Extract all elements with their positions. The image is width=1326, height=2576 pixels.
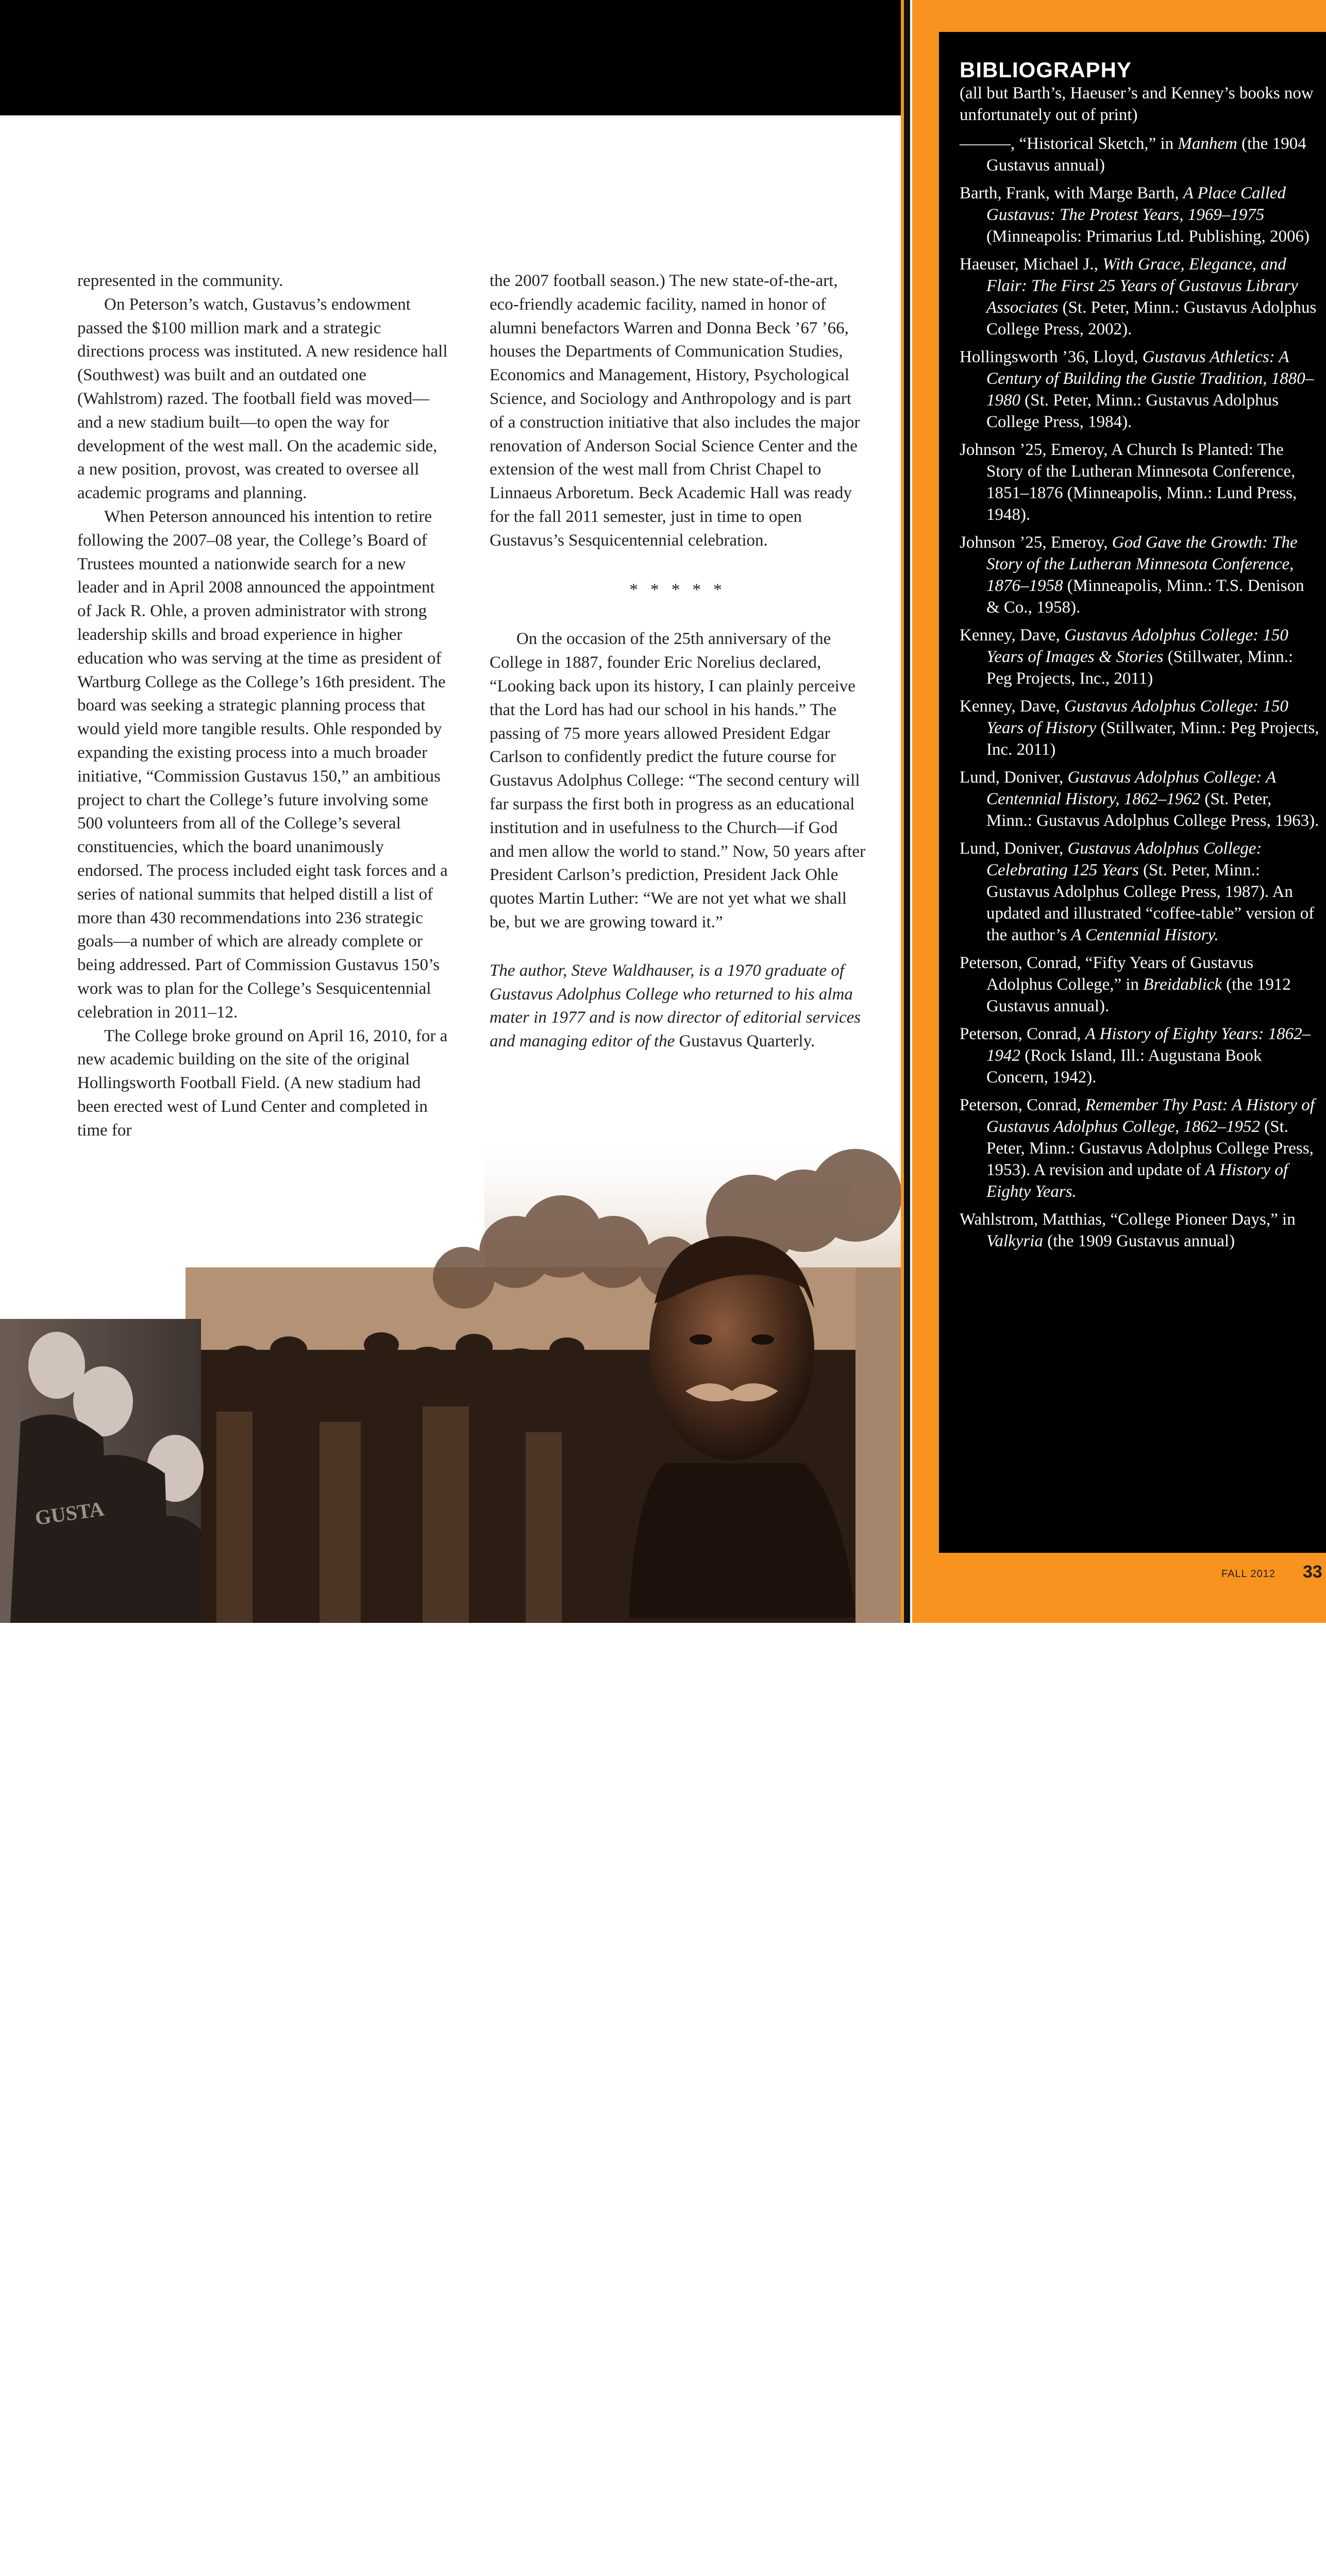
entry-title: With Grace, Elegance, and Flair: The First 25 Years of Gustavus Library Associates	[986, 255, 1298, 317]
bibliography-entry	[960, 696, 1326, 760]
entry-author: ———, “Historical Sketch,” in	[960, 134, 1174, 153]
entry-title-secondary: A History of Eighty Years.	[986, 1161, 1288, 1201]
paragraph: On the occasion of the 25th anniversary of the College in 1887, founder Eric Norelius declared, “Looking back upon its history, I can plainly perceive that the Lord has had our school in his hands.” The passing of 75 more years allowed President Edgar Carlson to confidently predict the future course for Gustavus Adolphus College: “The second century will far surpass the first both in progress as an educational institution and in usefulness to the Church—if God and men allow the world to stand.” Now, 50 years after President Carlson’s prediction, President Jack Ohle quotes Martin Luther: “We are not yet what we shall be, but we are growing toward it.”	[490, 630, 866, 931]
bibliography-entry	[960, 182, 1326, 247]
publication-name: Gustavus Quarterly.	[679, 1032, 815, 1051]
entry-details: (St. Peter, Minn.: Gustavus Adolphus College Press, 1953). A revision and update of	[986, 1117, 1314, 1179]
section-separator: * * * * *	[629, 580, 726, 599]
entry-details: (St. Peter, Minn.: Gustavus Adolphus College Press, 1984).	[986, 391, 1279, 431]
svg-text:GUSTA: GUSTA	[33, 1497, 106, 1530]
issue-label: FALL 2012	[1221, 1568, 1276, 1580]
entry-title: Gustavus Adolphus College: 150 Years of Images & Stories	[986, 626, 1288, 666]
entry-title: Breidablick	[1143, 975, 1222, 994]
text-column-left	[77, 269, 448, 1142]
page-number: 33	[1303, 1562, 1322, 1582]
entry-title: A History of Eighty Years: 1862–1942	[986, 1025, 1311, 1065]
entry-author: Wahlstrom, Matthias, “College Pioneer Days,” in	[960, 1210, 1296, 1229]
paragraph: When Peterson announced his intention to retire following the 2007–08 year, the College’s Board of Trustees mounted a nationwide search for a new leader and in April 2008 announced the appointment of Jack R. Ohle, a proven administrator with strong leadership skills and broad experience in higher education who was serving at the time as president of Wartburg College as the College’s 16th president. The board was seeking a strategic planning process that would yield more tangible results. Ohle responded by expanding the existing process into a much broader initiative, “Commission Gustavus 150,” an ambitious project to chart the College’s future involving some 500 volunteers from all of the College’s several constituencies, which the board unanimously endorsed. The process included eight task forces and a series of national summits that helped distill a list of more than 430 recommendations into 236 strategic goals—a number of which are already complete or being addressed. Part of Commission Gustavus 150’s work was to plan for the College’s Sesquicentennial celebration in 2011–12.	[77, 507, 448, 1022]
entry-title: Remember Thy Past: A History of Gustavus Adolphus College, 1862–1952	[986, 1096, 1315, 1136]
bibliography-entry	[960, 253, 1326, 340]
entry-author: Haeuser, Michael J.,	[960, 255, 1098, 274]
entry-author: Kenney, Dave,	[960, 697, 1060, 716]
paragraph: represented in the community.	[77, 272, 283, 290]
entry-title: Valkyria	[986, 1232, 1043, 1250]
bibliography-entry	[960, 1023, 1326, 1088]
entry-title: God Gave the Growth: The Story of the Lutheran Minnesota Conference, 1876–1958	[986, 533, 1298, 595]
bibliography-subtitle: (all but Barth’s, Haeuser’s and Kenney’s books now unfortunately out of print)	[960, 84, 1314, 124]
entry-author: Peterson, Conrad,	[960, 1025, 1081, 1043]
entry-title: A Place Called Gustavus: The Protest Years, 1969–1975	[986, 184, 1286, 224]
author-note-text: The author, Steve Waldhauser, is a 1970 graduate of Gustavus Adolphus College who returned to his alma mater in 1977 and is now director of editorial services and managing editor of the	[490, 961, 861, 1051]
entry-author: Johnson ’25, Emeroy, A Church Is Planted: The Story of the Lutheran Minnesota Conference, 1851–1876 (Minneapolis, Minn.: Lund Press, 1948).	[960, 440, 1297, 524]
paragraph: On Peterson’s watch, Gustavus’s endowment passed the $100 million mark and a strategic directions process was instituted. A new residence hall (Southwest) was built and an outdated one (Wahlstrom) razed. The football field was moved—and a new stadium built—to open the way for development of the west mall. On the academic side, a new position, provost, was created to oversee all academic programs and planning.	[77, 295, 448, 503]
graduation-photo-illustration	[0, 1133, 901, 1623]
entry-title: Gustavus Adolphus College: 150 Years of History	[986, 697, 1288, 737]
entry-details: (Stillwater, Minn.: Peg Projects, Inc., 2011)	[986, 648, 1294, 688]
paragraph: The College broke ground on April 16, 2010, for a new academic building on the site of the original Hollingsworth Football Field. (A new stadium had been erected west of Lund Center and completed in time for	[77, 1026, 448, 1140]
entry-details: (St. Peter, Minn.: Gustavus Adolphus College Press, 2002).	[986, 298, 1317, 338]
entry-title: Gustavus Adolphus College: Celebrating 125 Years	[986, 839, 1262, 879]
entry-details: (the 1909 Gustavus annual)	[1047, 1232, 1235, 1250]
bibliography-entry	[960, 767, 1326, 832]
author-note	[490, 959, 866, 1054]
entry-author: Kenney, Dave,	[960, 626, 1060, 645]
top-black-band	[0, 0, 901, 115]
graduation-photo	[0, 1133, 901, 1623]
entry-author: Peterson, Conrad, “Fifty Years of Gustavus Adolphus College,” in	[960, 954, 1254, 994]
paragraph: the 2007 football season.) The new state-of-the-art, eco-friendly academic facility, named in honor of alumni benefactors Warren and Donna Beck ’67 ’66, houses the Departments of Communication Studies, Economics and Management, History, Psychological Science, and Sociology and Anthropology and is part of a construction initiative that also includes the major renovation of Anderson Social Science Center and the extension of the west mall from Christ Chapel to Linnaeus Arboretum. Beck Academic Hall was ready for the fall 2011 semester, just in time to open Gustavus’s Sesquicentennial celebration.	[490, 272, 860, 550]
bibliography-entry	[960, 1209, 1326, 1252]
bibliography-sidebar	[939, 32, 1326, 1553]
entry-title: Gustavus Athletics: A Century of Building the Gustie Tradition, 1880–1980	[986, 348, 1314, 410]
entry-author: Lund, Doniver,	[960, 839, 1064, 858]
entry-details: (the 1912 Gustavus annual).	[986, 975, 1291, 1015]
sidebar-black-rule	[904, 0, 910, 1623]
entry-author: Barth, Frank, with Marge Barth,	[960, 184, 1179, 202]
entry-details: (St. Peter, Minn.: Gustavus Adolphus College Press, 1963).	[986, 790, 1319, 830]
entry-author: Peterson, Conrad,	[960, 1096, 1081, 1114]
bibliography-entry	[960, 133, 1326, 176]
entry-title-secondary: A Centennial History.	[1071, 926, 1219, 944]
bibliography-entry	[960, 624, 1326, 689]
entry-details: (St. Peter, Minn.: Gustavus Adolphus College Press, 1987). An updated and illustrated “coffee-table” version of the author’s	[986, 861, 1315, 944]
entry-details: (Stillwater, Minn.: Peg Projects, Inc. 2011)	[986, 719, 1319, 759]
bibliography-entry	[960, 346, 1326, 433]
entry-details: (the 1904 Gustavus annual)	[986, 134, 1306, 175]
text-column-middle	[490, 269, 866, 1071]
sidebar-white-rule	[910, 0, 912, 1623]
entry-author: Hollingsworth ’36, Lloyd,	[960, 348, 1138, 366]
bibliography-title: BIBLIOGRAPHY	[960, 58, 1132, 82]
entry-details: (Rock Island, Ill.: Augustana Book Concern, 1942).	[986, 1046, 1262, 1087]
bibliography-entry	[960, 1094, 1326, 1202]
bibliography-entry	[960, 532, 1326, 618]
bibliography-entry	[960, 838, 1326, 946]
bibliography-entry	[960, 952, 1326, 1017]
entry-details: (Minneapolis, Minn.: T.S. Denison & Co., 1958).	[986, 577, 1304, 617]
bibliography-entry	[960, 439, 1326, 526]
entry-details: (Minneapolis: Primarius Ltd. Publishing, 2006)	[986, 227, 1310, 246]
entry-title: Gustavus Adolphus College: A Centennial History, 1862–1962	[986, 768, 1276, 808]
entry-title: Manhem	[1178, 134, 1237, 153]
entry-author: Lund, Doniver,	[960, 768, 1064, 787]
entry-author: Johnson ’25, Emeroy,	[960, 533, 1108, 552]
